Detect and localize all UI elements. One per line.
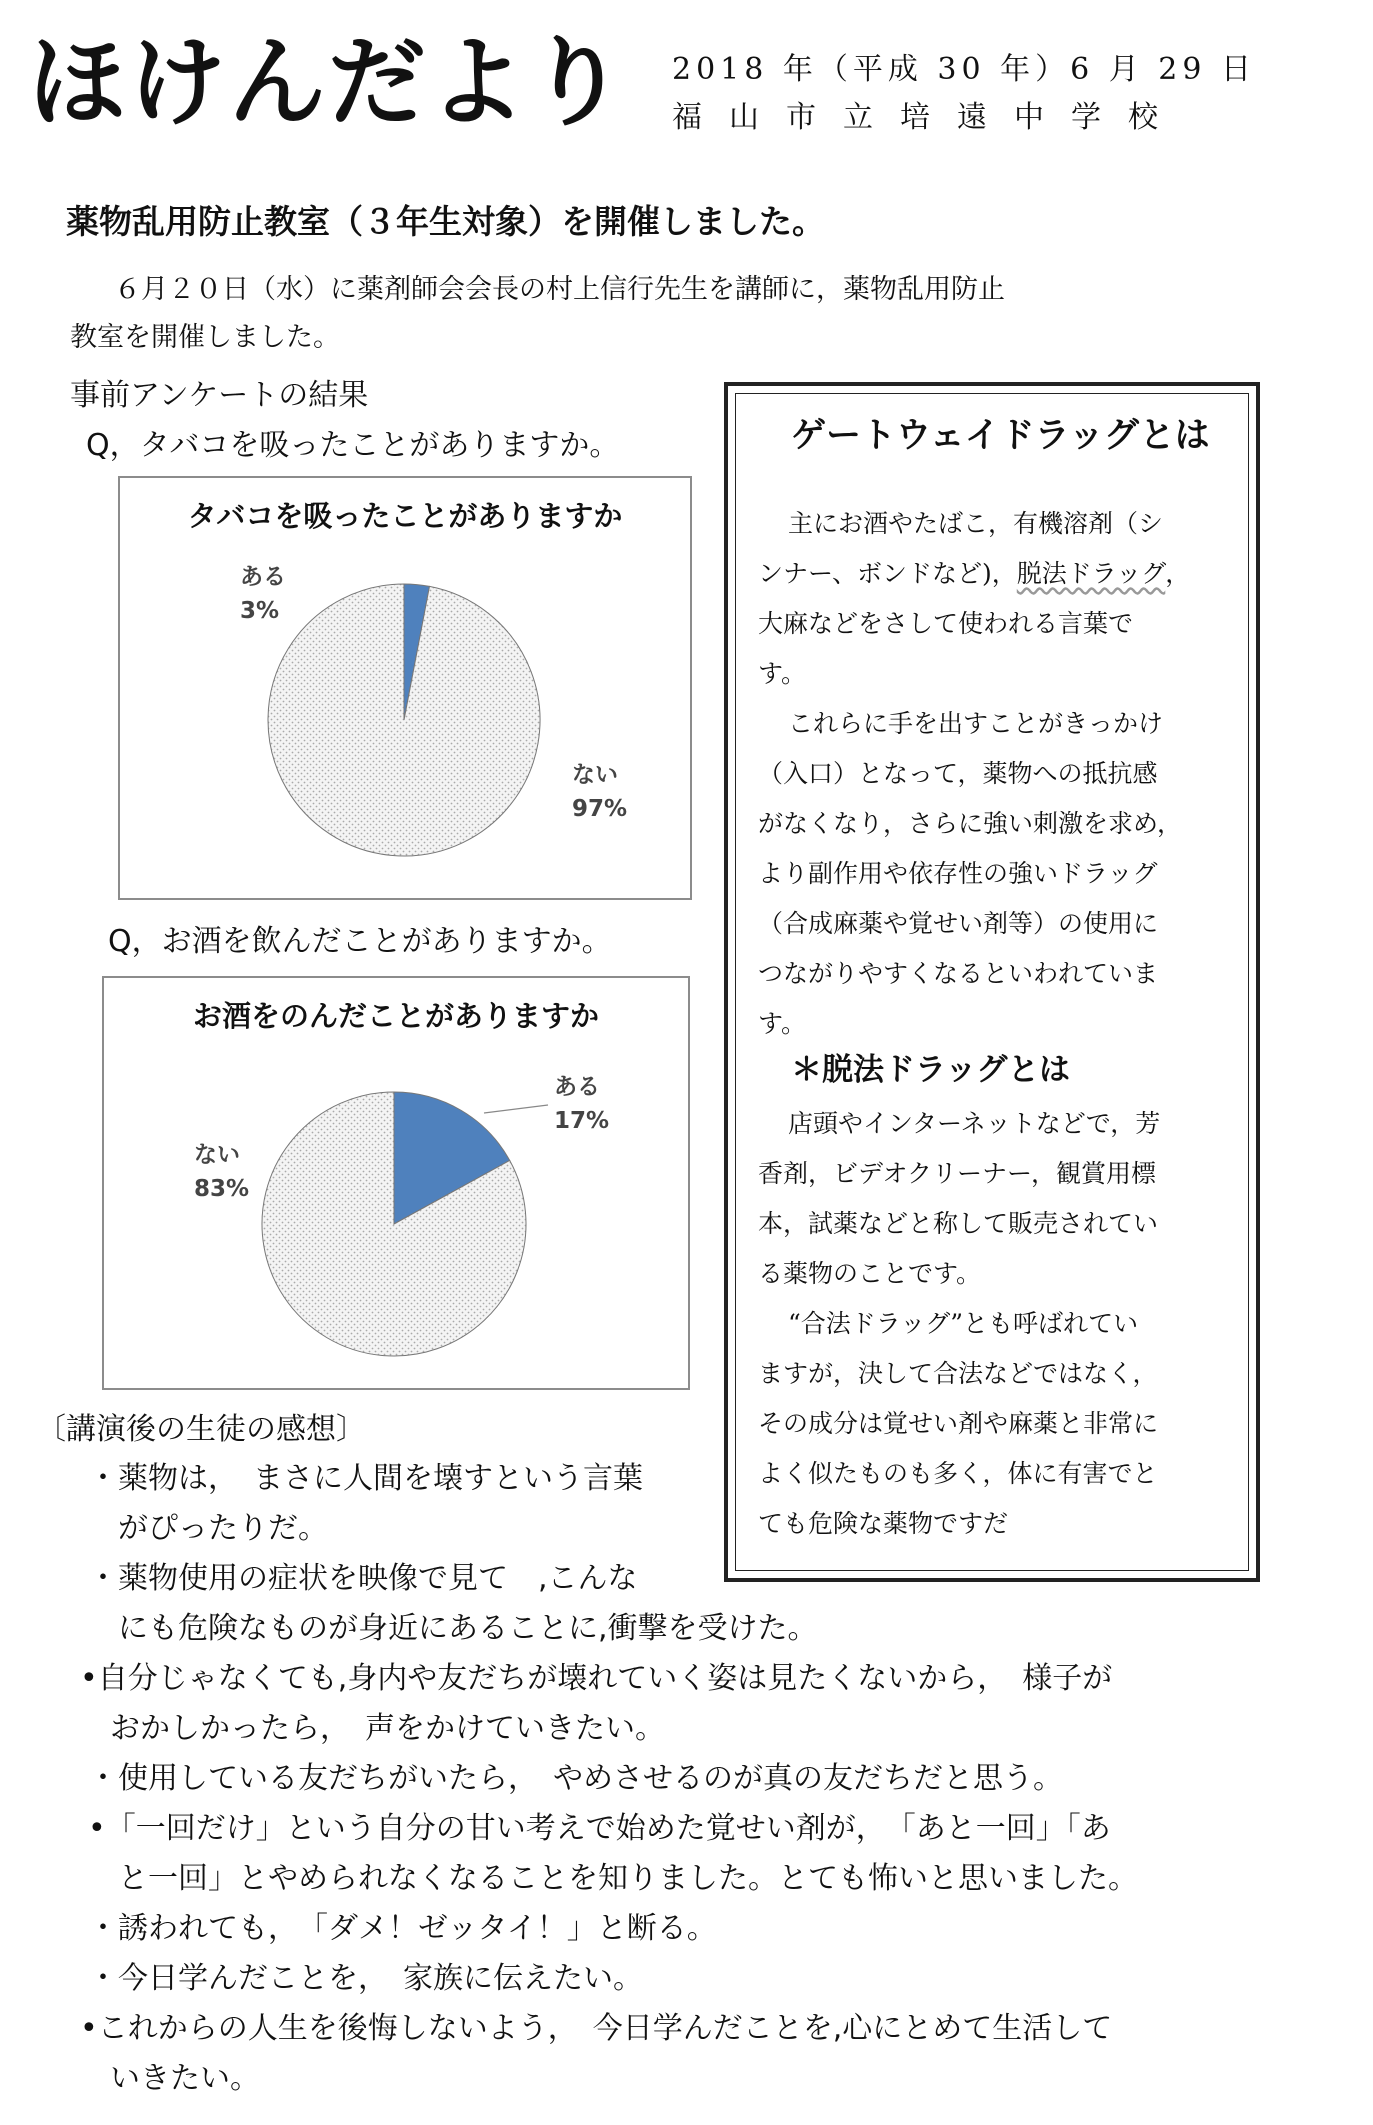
slice-percent: 97% xyxy=(572,796,628,822)
impressions-label: 〔講演後の生徒の感想〕 xyxy=(36,1412,366,1447)
sidebar-line: ますが，決して合法などではなく， xyxy=(758,1359,1158,1388)
impression-line: にも危険なものが身近にあることに,衝撃を受けた。 xyxy=(88,1611,818,1646)
impression-line: いきたい。 xyxy=(80,2061,260,2096)
sidebar-line: 大麻などをさして使われる言葉で xyxy=(758,609,1134,638)
sidebar-line: 本，試薬などと称して販売されてい xyxy=(758,1209,1159,1238)
slice-label-yes xyxy=(240,560,286,628)
impression-item xyxy=(88,1754,1063,1804)
survey-results-label: 事前アンケートの結果 xyxy=(70,378,369,413)
sidebar-line-part: ンナー、ボンドなど)， xyxy=(758,559,1017,588)
issue-date: 2018 年（平成 30 年）6 月 29 日 xyxy=(672,52,1256,87)
sidebar-line: より副作用や依存性の強いドラッグ xyxy=(758,859,1158,888)
slice-category: ない xyxy=(572,762,618,788)
sidebar-line: その成分は覚せい剤や麻薬と非常に xyxy=(758,1409,1159,1438)
impression-line: ・誘われても， 「ダメ！ゼッタイ！」と断る。 xyxy=(88,1911,717,1946)
slice-category: ある xyxy=(240,564,286,590)
school-name: 福山市立培遠中学校 xyxy=(672,100,1185,135)
sidebar-line: 店頭やインターネットなどで，芳 xyxy=(788,1109,1161,1138)
sidebar-line: す。 xyxy=(758,1009,807,1038)
drinking-pie-svg xyxy=(104,978,688,1388)
impression-line: がぴったりだ。 xyxy=(88,1511,328,1546)
wavy-underlined-term: 脱法ドラッグ xyxy=(1016,559,1166,588)
drinking-pie-chart xyxy=(102,976,690,1390)
impression-line: ・薬物は， まさに人間を壊すという言葉 xyxy=(88,1461,643,1496)
slice-percent: 83% xyxy=(194,1176,250,1202)
slice-percent: 3% xyxy=(240,598,280,624)
impression-line: •「一回だけ」という自分の甘い考えで始めた覚せい剤が， 「あと一回」「あ xyxy=(88,1811,1111,1846)
impression-item xyxy=(88,1904,717,1954)
sidebar-line: （入口）となって，薬物への抵抗感 xyxy=(758,759,1158,788)
sidebar-title: ゲートウェイドラッグとは xyxy=(791,416,1210,456)
impression-item xyxy=(88,1454,643,1554)
gateway-drug-sidebar xyxy=(724,382,1260,1582)
impression-item xyxy=(80,2004,1112,2104)
article-headline: 薬物乱用防止教室（３年生対象）を開催しました。 xyxy=(66,202,825,241)
sidebar-line: 香剤，ビデオクリーナー，観賞用標 xyxy=(758,1159,1157,1188)
slice-label-no xyxy=(194,1138,249,1206)
sidebar-line: （合成麻薬や覚せい剤等）の使用に xyxy=(758,909,1159,938)
impression-line: ・使用している友だちがいたら， やめさせるのが真の友だちだと思う。 xyxy=(88,1761,1063,1796)
sidebar-line: これらに手を出すことがきっかけ xyxy=(788,709,1164,738)
impression-item xyxy=(80,1654,1112,1754)
sidebar-line: す。 xyxy=(758,659,807,688)
slice-label-no xyxy=(572,758,627,826)
impression-line: おかしかったら， 声をかけていきたい。 xyxy=(80,1711,665,1746)
sidebar-paragraph-4 xyxy=(758,1299,1238,1549)
sidebar-line: る薬物のことです。 xyxy=(758,1259,982,1288)
smoking-pie-svg xyxy=(120,478,690,898)
slice-category: ある xyxy=(554,1074,600,1100)
question-drinking: Q，お酒を飲んだことがありますか。 xyxy=(108,924,612,959)
slice-percent: 17% xyxy=(554,1108,610,1134)
sidebar-line: 主にお酒やたばこ，有機溶剤（シ xyxy=(788,509,1164,538)
impression-line: ・今日学んだことを， 家族に伝えたい。 xyxy=(88,1961,643,1996)
question-smoking: Q，タバコを吸ったことがありますか。 xyxy=(86,428,620,463)
impression-item xyxy=(88,1804,1138,1904)
impression-line: •自分じゃなくても,身内や友だちが壊れていく姿は見たくないから， 様子が xyxy=(80,1661,1113,1696)
sidebar-line: がなくなり，さらに強い刺激を求め， xyxy=(758,809,1183,838)
impression-line: •これからの人生を後悔しないよう， 今日学んだことを,心にとめて生活して xyxy=(80,2011,1113,2046)
leader-line xyxy=(484,1105,548,1113)
impression-item xyxy=(88,1954,643,2004)
sidebar-line: よく似たものも多く，体に有害でと xyxy=(758,1459,1158,1488)
impression-line: と一回」とやめられなくなることを知りました。とても怖いと思いました。 xyxy=(88,1861,1138,1896)
smoking-pie-chart xyxy=(118,476,692,900)
sidebar-paragraph-1 xyxy=(758,499,1238,699)
sidebar-line: “合法ドラッグ”とも呼ばれてい xyxy=(788,1309,1139,1338)
sidebar-line xyxy=(758,549,1238,599)
sidebar-paragraph-2 xyxy=(758,699,1238,1049)
sidebar-subtitle: ＊脱法ドラッグとは xyxy=(791,1052,1070,1088)
sidebar-line-part: ， xyxy=(1165,559,1191,588)
impression-line: ・薬物使用の症状を映像で見て ,こんな xyxy=(88,1561,638,1596)
intro-line: 教室を開催しました。 xyxy=(70,322,340,353)
pie-slice-no xyxy=(268,584,540,856)
slice-label-yes xyxy=(554,1070,609,1138)
impression-item xyxy=(88,1554,818,1654)
chart-title: お酒をのんだことがありますか xyxy=(192,999,599,1033)
newsletter-title: ほけんだより xyxy=(28,26,629,140)
sidebar-inner-frame xyxy=(735,393,1249,1571)
chart-title: タバコを吸ったことがありますか xyxy=(187,499,623,533)
sidebar-line: つながりやすくなるといわれていま xyxy=(758,959,1159,988)
intro-line: ６月２０日（水）に薬剤師会会長の村上信行先生を講師に，薬物乱用防止 xyxy=(114,274,1005,305)
intro-paragraph xyxy=(70,266,1220,362)
slice-category: ない xyxy=(194,1142,240,1168)
sidebar-paragraph-3 xyxy=(758,1099,1238,1299)
sidebar-line: ても危険な薬物ですだ xyxy=(758,1509,1009,1538)
